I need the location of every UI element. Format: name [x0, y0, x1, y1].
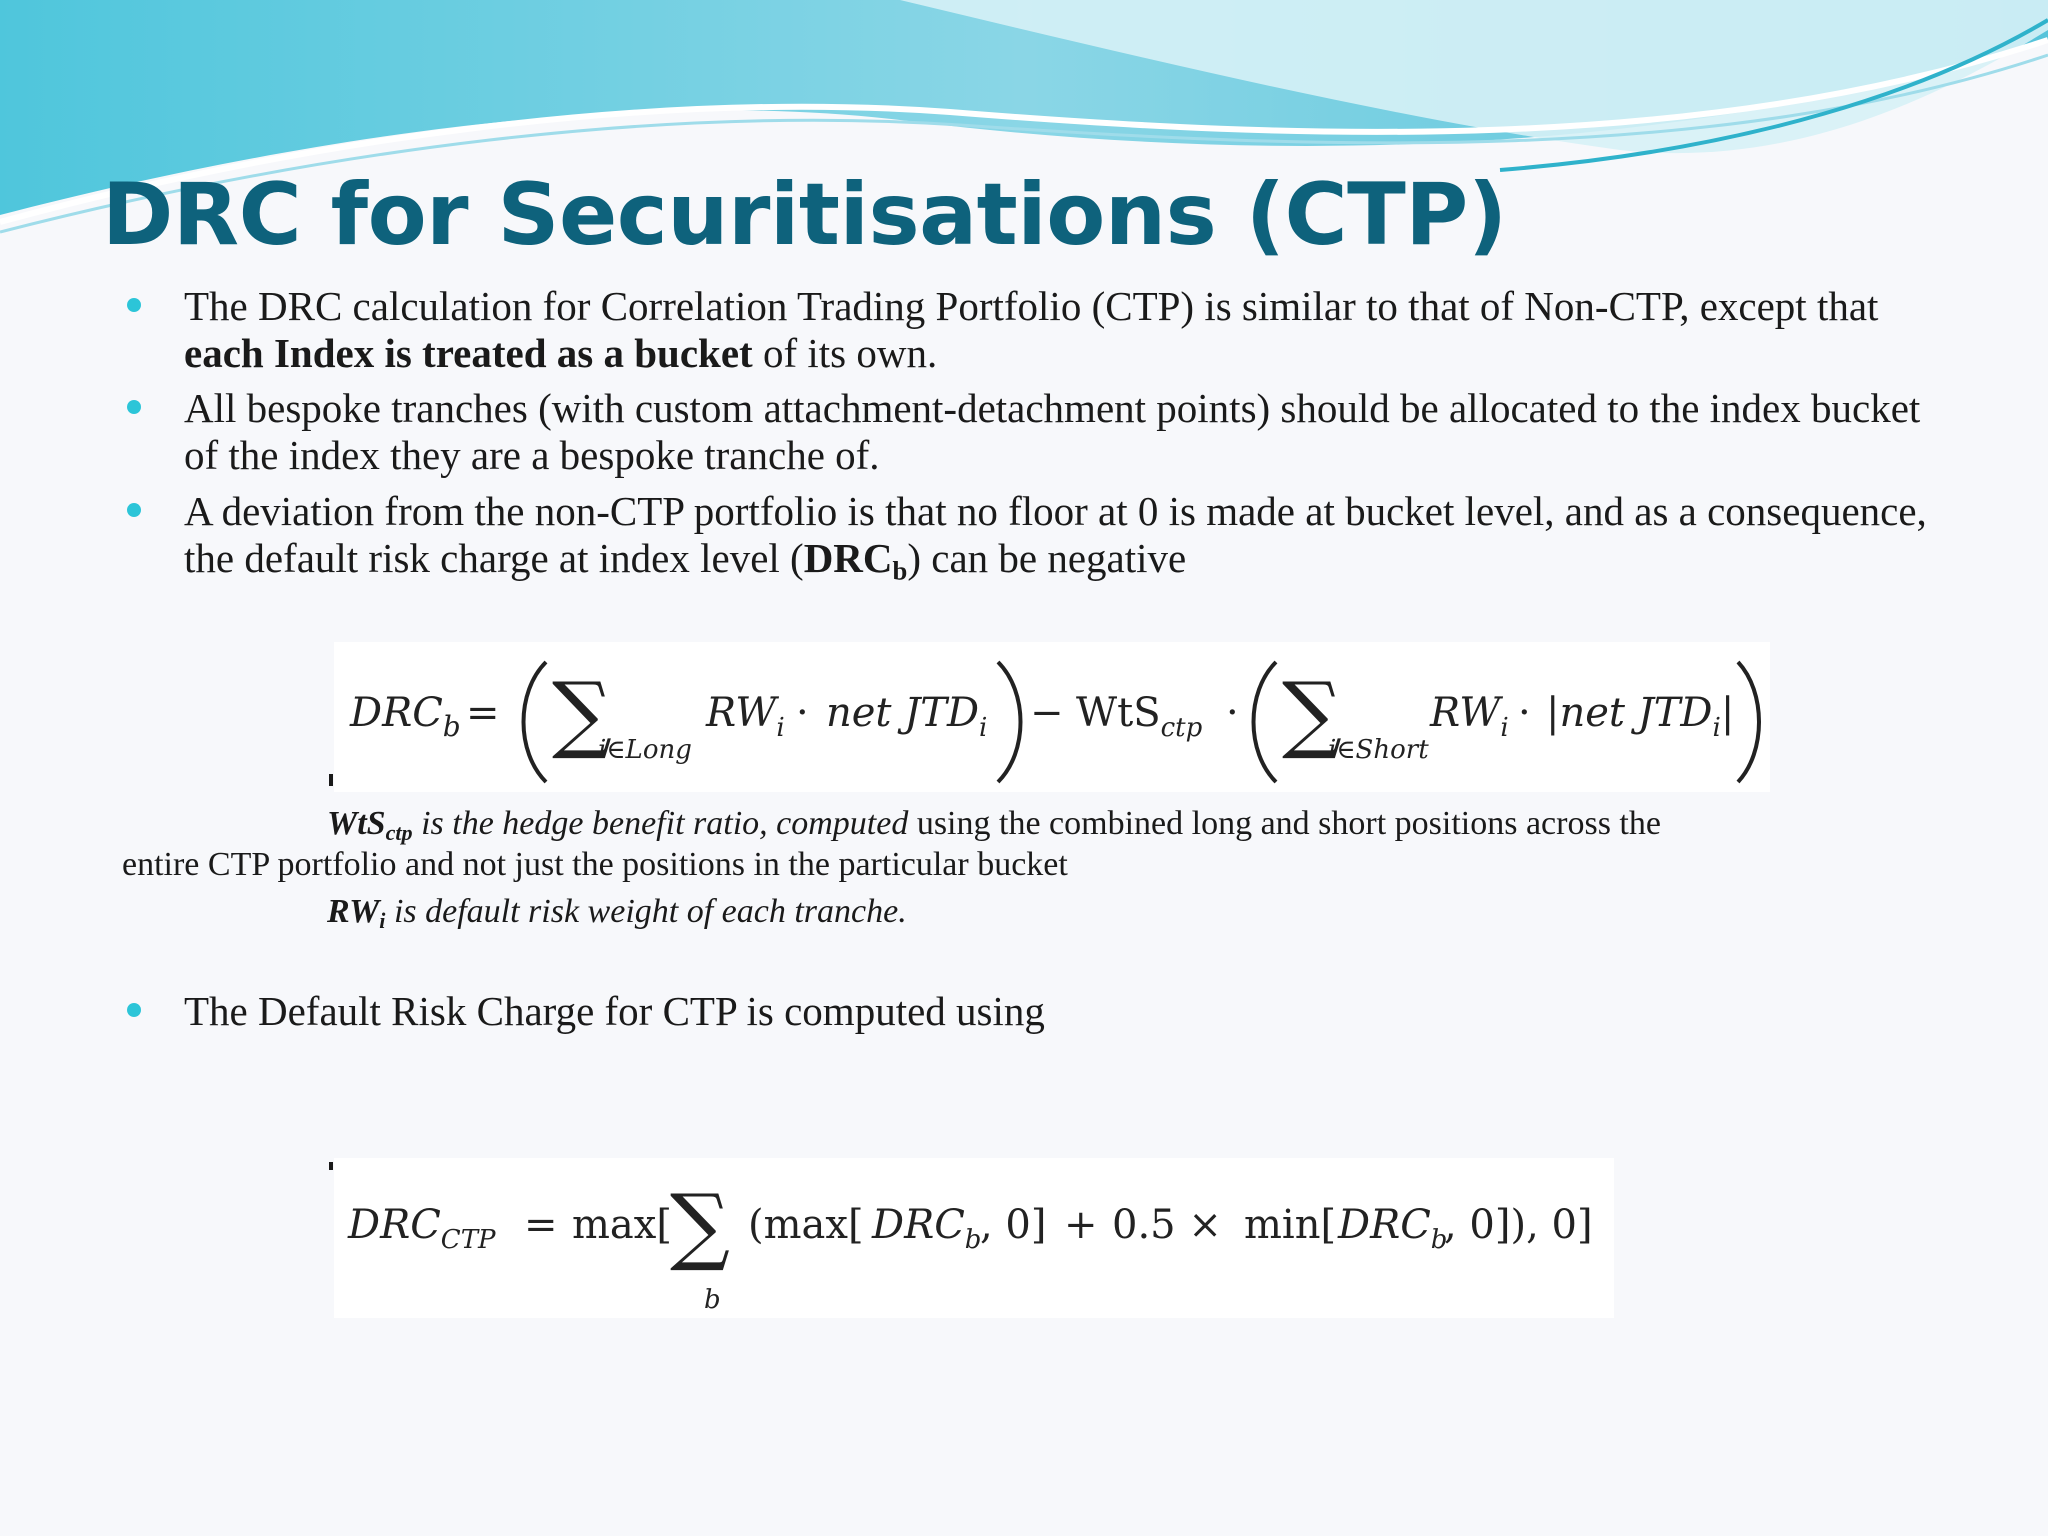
svg-text:net JTDi: net $JTD_i$ [826, 690, 988, 743]
svg-text:·: · [796, 690, 809, 736]
formula-equals: = [466, 690, 500, 736]
formula-lhs: DRC [350, 690, 443, 736]
svg-text:RWi: $RW_i$ [706, 690, 785, 743]
svg-text:=: = [524, 1202, 558, 1248]
right-paren [1738, 662, 1759, 782]
svg-text:·: · [1226, 690, 1239, 736]
svg-text:DRCCTP: $DRC_{CTP}$ [348, 1202, 496, 1255]
left-paren [524, 662, 547, 782]
sum-subscript-short: i∈Short [1328, 735, 1429, 765]
bullet-item-no-floor: A deviation from the non-CTP portfolio is that no floor at 0 is made at bucket level, and as a consequence, the default risk charge at index level $(DRC_b)$ can be negative [184, 488, 1934, 582]
sum-symbol-short: ∑ [1282, 664, 1342, 762]
clipped-text-fragment [329, 1162, 333, 1170]
svg-text:DRCb: $DRC_b$ [350, 690, 461, 743]
svg-text:, 0]), 0]: , 0]), 0] [1444, 1202, 1593, 1248]
clipped-text-fragment [329, 774, 333, 786]
sum-symbol-long: ∑ [552, 664, 612, 762]
svg-text:0.5 ×: 0.5 × [1112, 1202, 1222, 1248]
svg-text:−: − [1030, 690, 1064, 736]
formula-total-drc-ctp [334, 1158, 1614, 1318]
svg-text:max[: max[ [572, 1202, 672, 1248]
bullet-item-ctp-similarity: The DRC calculation for Correlation Trading Portfolio (CTP) is similar to that of Non-CTP, except that each Index is treated as a bucket of its own. [184, 283, 1934, 377]
bullet-dot-icon [127, 400, 141, 414]
bullet-item-ctp-computation: The Default Risk Charge for CTP is computed using [184, 988, 1934, 1035]
svg-text:|net JTDi|: |net $JTD_i|$ [1546, 690, 1735, 743]
sum-subscript-long: i∈Long [598, 735, 692, 765]
bullet-item-bespoke-tranches: All bespoke tranches (with custom attachment-detachment points) should be allocated to the index bucket of the index they are a bespoke tranche of. [184, 385, 1934, 479]
formula-lhs: DRC [348, 1202, 441, 1248]
right-paren [998, 662, 1021, 782]
bullet-dot-icon [127, 1003, 141, 1017]
svg-text:(max[: (max[ [748, 1202, 864, 1248]
sum-symbol: ∑ [670, 1176, 730, 1274]
svg-text:min[: min[ [1244, 1202, 1337, 1248]
left-paren [1254, 662, 1277, 782]
svg-text:·: · [1518, 690, 1531, 736]
bullet-dot-icon [127, 503, 141, 517]
svg-text:DRCb: $DRC_b$ [872, 1202, 982, 1255]
svg-text:WtSctp: WtS$_{ctp}$ [1076, 690, 1203, 743]
definition-wts-ctp-continued: entire CTP portfolio and not just the positions in the particular bucket [122, 846, 1068, 883]
formula-bucket-drc [334, 642, 1770, 792]
sum-subscript: b [704, 1285, 721, 1315]
definition-wts-ctp: WtS$_{ctp}$ is the hedge benefit ratio, computed using the combined long and short positions across the [327, 805, 1661, 846]
svg-text:DRCb: $DRC_b$ [1338, 1202, 1448, 1255]
definition-rw-i: $RW_i$ is default risk weight of each tranche. [327, 893, 907, 934]
bullet-dot-icon [127, 298, 141, 312]
svg-text:, 0]: , 0] [980, 1202, 1047, 1248]
svg-text:RWi: $RW_i$ [1430, 690, 1509, 743]
slide-title: DRC for Securitisations (CTP) [102, 165, 1507, 265]
svg-text:+: + [1064, 1202, 1098, 1248]
